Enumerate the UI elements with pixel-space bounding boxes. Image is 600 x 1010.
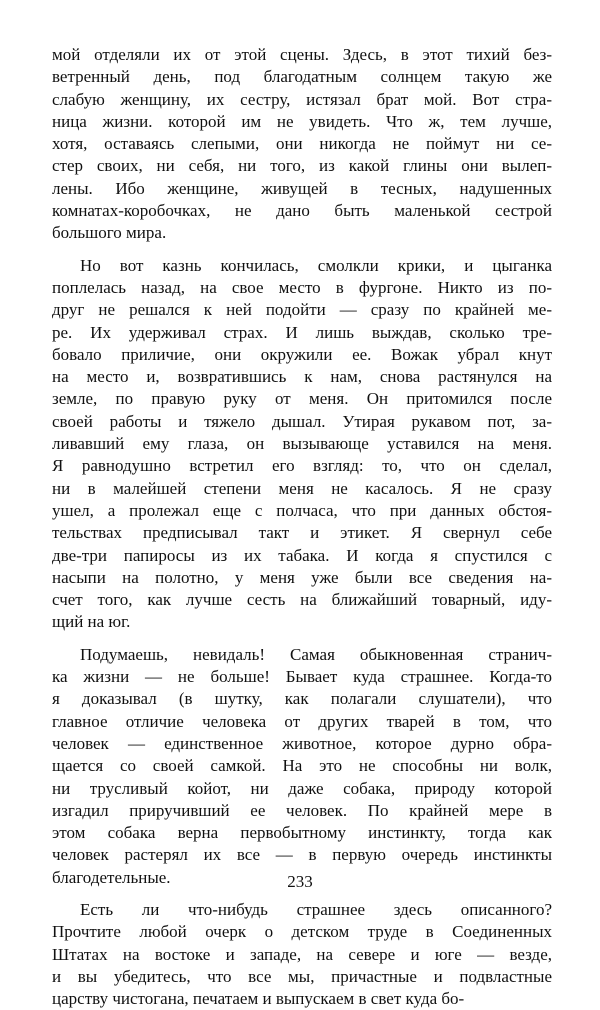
text-line: этом собака верна первобытному инстинкту, тогда как — [52, 823, 552, 843]
text-line: слабую женщину, их сестру, истязал брат мой. Вот стра- — [52, 89, 552, 109]
text-line: ушел, а пролежал еще с полчаса, что при данных обстоя- — [52, 500, 552, 520]
text-line: хотя, оставаясь слепыми, они никогда не поймут ни се- — [52, 134, 552, 154]
text-line: лены. Ибо женщине, живущей в тесных, надушенных — [52, 178, 552, 198]
paragraph-3 — [52, 644, 552, 889]
paragraph-1 — [52, 44, 552, 245]
text-line: две-три папиросы из их табака. И когда я спустился с — [52, 545, 552, 565]
text-line: комнатах-коробочках, не дано быть маленькой сестрой — [52, 201, 552, 221]
text-line: ливавший ему глаза, он вызывающе уставился на меня. — [52, 434, 552, 454]
paragraph-2 — [52, 255, 552, 634]
text-line: поплелась назад, на свое место в фургоне. Никто из по- — [52, 277, 552, 297]
text-line: благодетельные. — [52, 867, 171, 887]
text-line: насыпи на полотно, у меня уже были все сведения на- — [52, 567, 552, 587]
text-line: Штатах на востоке и западе, на севере и юге — везде, — [52, 944, 552, 964]
text-line: бовало приличие, они окружили ее. Вожак убрал кнут — [52, 344, 552, 364]
text-line: щается со своей самкой. На это не способны ни волк, — [52, 756, 552, 776]
text-line: ветренный день, под благодатным солнцем такую же — [52, 67, 552, 87]
text-line: изгадил приручивший ее человек. По крайней мере в — [52, 800, 552, 820]
text-line: человек растерял их все — в первую очередь инстинкты — [52, 845, 552, 865]
text-line: Прочтите любой очерк о детском труде в Соединенных — [52, 922, 552, 942]
text-line: Я равнодушно встретил его взгляд: то, что он сделал, — [52, 456, 552, 476]
page-number: 233 — [287, 872, 313, 891]
text-line: земле, по правую руку от меня. Он притомился после — [52, 389, 552, 409]
text-line: большого мира. — [52, 223, 167, 243]
text-line: Подумаешь, невидаль! Самая обыкновенная странич- — [80, 644, 552, 664]
book-page-text — [52, 44, 552, 1009]
text-line: Есть ли что-нибудь страшнее здесь описанного? — [80, 899, 552, 919]
text-line: я доказывал (в шутку, как полагали слушатели), что — [52, 689, 552, 709]
text-line: стер своих, ни себя, ни того, из какой глины они вылеп- — [52, 156, 552, 176]
text-line: щий на юг. — [52, 612, 131, 632]
text-line: ре. Их удерживал страх. И лишь выждав, сколько тре- — [52, 322, 552, 342]
text-line: ка жизни — не больше! Бывает куда страшнее. Когда-то — [52, 667, 552, 687]
text-line: своей работы и тяжело дышал. Утирая рукавом пот, за- — [52, 411, 552, 431]
text-line: и вы убедитесь, что все мы, причастные и подвластные — [52, 966, 552, 986]
text-line: Но вот казнь кончилась, смолкли крики, и цыганка — [80, 255, 552, 275]
text-line: счет того, как лучше сесть на ближайший товарный, иду- — [52, 590, 552, 610]
paragraph-4 — [52, 899, 552, 1010]
text-line: человек — единственное животное, которое дурно обра- — [52, 733, 552, 753]
text-line: друг не решался к ней подойти — сразу по крайней ме- — [52, 300, 552, 320]
text-line: царству чистогана, печатаем и выпускаем в свет куда бо- — [52, 989, 465, 1009]
text-line: ница жизни. которой им не увидеть. Что ж, тем лучше, — [52, 111, 552, 131]
text-line: ни в малейшей степени меня не касалось. Я не сразу — [52, 478, 552, 498]
text-line: на место и, возвратившись к нам, снова растянулся на — [52, 367, 552, 387]
text-line: главное отличие человека от других тварей в том, что — [52, 711, 552, 731]
text-line: тельствах предписывал такт и этикет. Я свернул себе — [52, 523, 552, 543]
text-line: мой отделяли их от этой сцены. Здесь, в этот тихий без- — [52, 45, 552, 64]
text-line: ни трусливый койот, ни даже собака, природу которой — [52, 778, 552, 798]
